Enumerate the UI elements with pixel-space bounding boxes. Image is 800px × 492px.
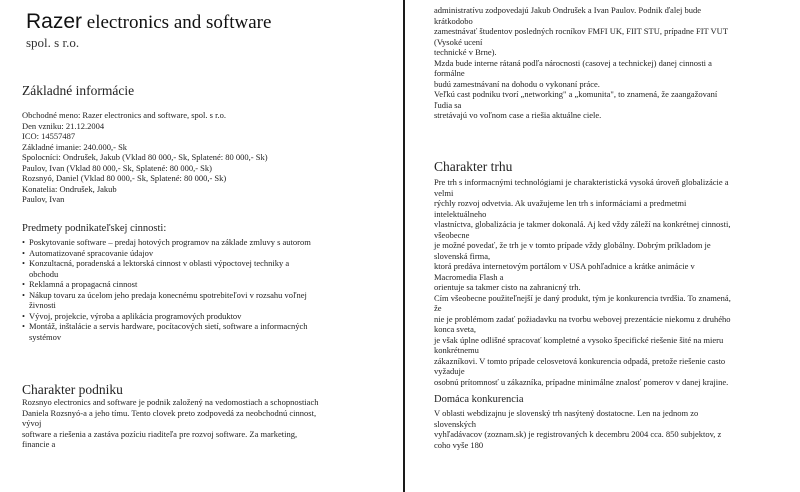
market-description xyxy=(434,177,731,387)
company-title xyxy=(26,11,271,34)
activity-item xyxy=(22,258,398,279)
company-text-line: Rozsnyo electronics and software je podnik založený na vedomostiach a schopnostiach xyxy=(22,397,319,407)
market-text-line: velmi xyxy=(434,187,454,198)
intro-text-line: stretávajú vo voľnom case a riešia aktuálne ciele. xyxy=(434,110,602,120)
intro-text-line: Veľkú cast podniku tvorí „networking" a „komunita", to znamená, že zaangažovaní xyxy=(434,89,718,99)
activity-item-text: živnosti xyxy=(29,300,56,310)
activity-item xyxy=(22,311,398,322)
title-word: Razer xyxy=(26,10,83,33)
intro-text-line: technické v Brne). xyxy=(434,47,497,57)
intro-text-line: krátkodobo xyxy=(434,15,473,26)
basic-info-line: Paulov, Ivan xyxy=(22,194,65,204)
market-text-line: konca sveta, xyxy=(434,324,477,334)
market-text-line: Pre trh s informacnými technológiami je charakteristická vysoká úroveň globalizácie a xyxy=(434,177,729,187)
activity-item xyxy=(22,237,398,248)
market-text-line: konkrétnemu xyxy=(434,345,479,355)
market-text-line: slovenská firma, xyxy=(434,250,491,261)
market-text-line: Macromedia Flash a xyxy=(434,271,504,282)
company-text-line: financie a xyxy=(22,439,56,449)
basic-info-line: Rozsnyó, Daniel (Vklad 80 000,- Sk, Splatené: 80 000,- Sk) xyxy=(22,173,227,183)
domestic-text-line: V oblasti webdizajnu je slovenský trh nasýtený dostatocne. Len na jednom zo xyxy=(434,408,699,418)
company-text-line: Daniela Rozsnyó-a a jeho tímu. Tento clovek preto zodpovedá za neobchodnú cinnost, xyxy=(22,407,317,418)
market-text-line: že xyxy=(434,303,442,313)
market-text-line: vyžaduje xyxy=(434,366,465,376)
market-text-line: osobnú prítomnosť u zákazníka, prípadne minimálne znalosť pomerov v danej krajine. xyxy=(434,376,729,387)
activity-item xyxy=(22,290,398,311)
activity-item xyxy=(22,279,398,290)
intro-text-line: zamestnávať študentov posledných rocníkov FMFI UK, FIIT STU, prípadne FIT VUT xyxy=(434,26,729,36)
company-text-line: vývoj xyxy=(22,418,42,428)
domestic-text-line: slovenských xyxy=(434,418,477,429)
basic-info-block xyxy=(22,110,268,205)
market-text-line: rýchly rozvoj odvetvia. Ak uvažujeme len trh s informáciami a predmetmi xyxy=(434,198,687,208)
market-text-line: zákazníkovi. V tomto prípade celosvetová konkurencia odpadá, pretože riešenie casto xyxy=(434,355,726,366)
activity-item-text: obchodu xyxy=(29,268,59,279)
intro-text-line: Mzda bude interne rátaná podľa nárocnosti (casovej a technickej) danej cinnosti a xyxy=(434,57,712,68)
activity-item xyxy=(22,248,398,259)
domestic-text-line: vyhľadávacov (zoznam.sk) je registrovaných k decembru 2004 cca. 850 subjektov, z xyxy=(434,429,722,439)
market-text-line: intelektuálneho xyxy=(434,208,487,219)
market-text-line: Cím všeobecne použiteľnejší je daný produkt, tým je konkurencia tvrdšia. To znamená, xyxy=(434,292,731,303)
market-text-line: je možné povedať, že trh je v tomto prípade vždy globálny. Dobrým príkladom je xyxy=(434,240,711,250)
basic-info-line: Konatelia: Ondrušek, Jakub xyxy=(22,183,117,194)
market-text-line: orientuje sa takmer cisto na zahranicný trh. xyxy=(434,282,581,292)
basic-info-line: Obchodné meno: Razer electronics and software, spol. s r.o. xyxy=(22,110,226,120)
activity-item-text: • Montáž, inštalácie a servis hardware, pocítacových sietí, software a informacných xyxy=(29,321,308,331)
basic-info-line: ICO: 14557487 xyxy=(22,131,76,141)
market-text-line: vlastníctva, globalizácia je takmer dokonalá. Aj ked vždy záleží na konkrétnej cinnosti, xyxy=(434,219,731,229)
section-heading-activities: Predmety podnikateľskej cinnosti: xyxy=(22,223,167,234)
activity-item-text: • Automatizované spracovanie údajov xyxy=(29,247,154,258)
basic-info-line: Spolocníci: Ondrušek, Jakub (Vklad 80 000,- Sk, Splatené: 80 000,- Sk) xyxy=(22,152,268,162)
intro-paragraph xyxy=(434,5,728,121)
company-text-line: software a riešenia a zastáva pozíciu riaditeľa pre rozvoj software. Za marketing, xyxy=(22,428,298,439)
intro-text-line: ľudia sa xyxy=(434,99,462,110)
activity-list xyxy=(22,237,398,342)
activity-item-text: systémov xyxy=(29,331,62,342)
basic-info-line: Den vzniku: 21.12.2004 xyxy=(22,120,105,131)
document-page-right xyxy=(409,0,800,492)
intro-text-line: (Vysoké ucení xyxy=(434,36,483,47)
section-heading-domestic: Domáca konkurencia xyxy=(434,394,524,405)
market-text-line: je však úplne odlišné spracovať kompletné a vysoko špecifické riešenie šité na mieru xyxy=(434,334,724,345)
section-heading-company: Charakter podniku xyxy=(22,382,123,397)
intro-text-line: budú zamestnávaní na dohodu o vykonaní práce. xyxy=(434,78,600,89)
market-text-line: ktorá predáva internetovým portálom v USA pohľadnice a krátke animácie v xyxy=(434,261,695,271)
domestic-text-line: coho vyše 180 xyxy=(434,439,484,450)
title-rest: electronics and software xyxy=(82,12,272,33)
company-description xyxy=(22,397,318,450)
basic-info-line: Paulov, Ivan (Vklad 80 000,- Sk, Splatené: 80 000,- Sk) xyxy=(22,162,212,173)
activity-item xyxy=(22,321,398,342)
market-text-line: všeobecne xyxy=(434,229,470,240)
company-subtitle: spol. s r.o. xyxy=(26,35,80,50)
basic-info-line: Základné imanie: 240.000,- Sk xyxy=(22,141,128,152)
activity-item-text: • Nákup tovaru za úcelom jeho predaja konecnému spotrebiteľovi v rozsahu voľnej xyxy=(29,289,307,300)
intro-text-line: administratívu zodpovedajú Jakub Ondrušek a Ivan Paulov. Podnik ďalej bude xyxy=(434,5,701,15)
activity-item-text: • Konzultacná, poradenská a lektorská cinnost v oblasti výpoctovej techniky a xyxy=(29,258,290,268)
market-text-line: nie je problémom zadať požiadavku na tvorbu webovej prezentácie niekomu z druhého xyxy=(434,313,731,324)
activity-item-text: • Poskytovanie software – predaj hotových programov na základe zmluvy s autorom xyxy=(29,237,311,247)
activity-item-text: • Vývoj, projekcie, výroba a aplikácia programových produktov xyxy=(29,310,242,321)
intro-text-line: formálne xyxy=(434,68,465,78)
section-heading-basic-info: Základné informácie xyxy=(22,83,135,98)
activity-item-text: • Reklamná a propagacná cinnost xyxy=(29,279,138,289)
domestic-description xyxy=(434,408,721,450)
page-divider xyxy=(403,0,405,492)
section-heading-market: Charakter trhu xyxy=(434,159,513,174)
